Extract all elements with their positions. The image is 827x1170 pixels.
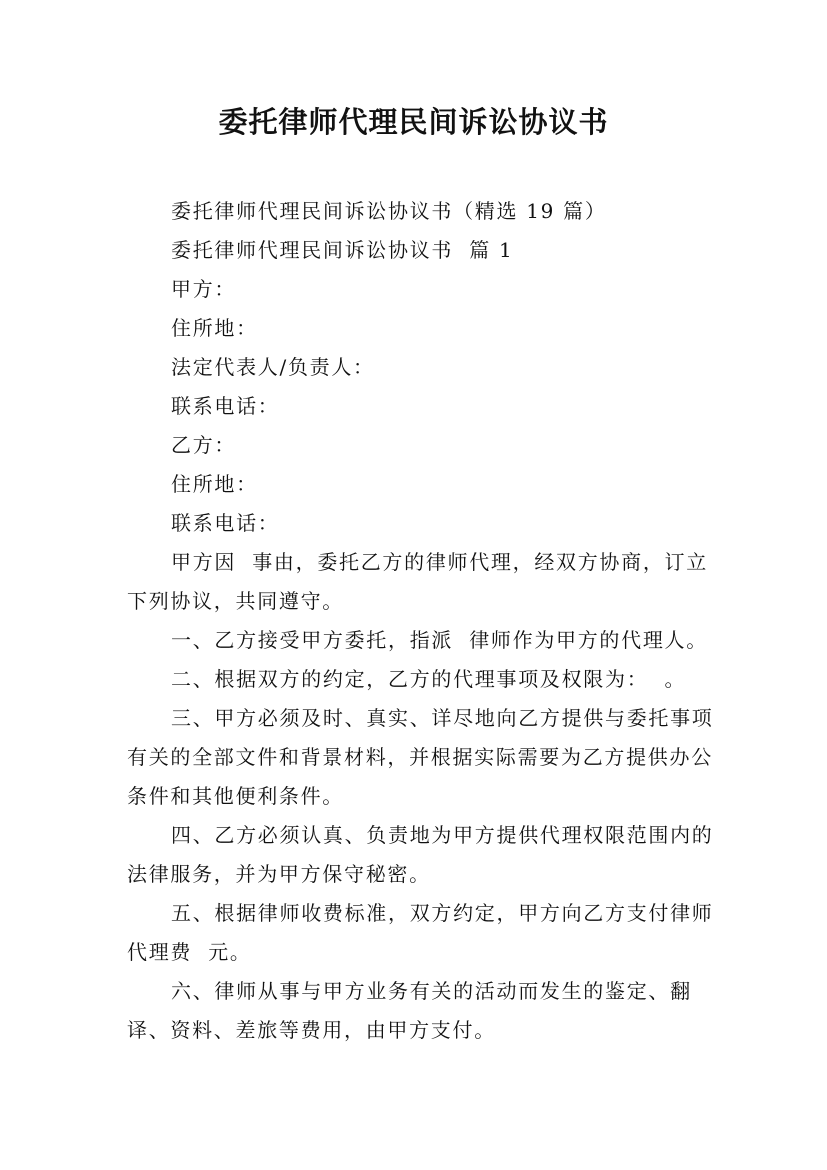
paragraph-party-b-address: 住所地： (171, 472, 258, 496)
paragraph-clause-3: 三、甲方必须及时、真实、详尽地向乙方提供与委托事项有关的全部文件和背景材料，并根据实际需要为乙方提供办公条件和其他便利条件。 (127, 706, 714, 808)
paragraph-party-b: 乙方： (171, 433, 237, 457)
paragraph-clause-6: 六、律师从事与甲方业务有关的活动而发生的鉴定、翻译、资料、差旅等费用，由甲方支付。 (127, 979, 692, 1042)
paragraph-party-a-address: 住所地： (171, 316, 258, 340)
paragraph-subtitle: 委托律师代理民间诉讼协议书（精选 19 篇） (171, 199, 607, 223)
paragraph-party-b-phone: 联系电话： (171, 511, 280, 535)
paragraph-clause-2: 二、根据双方的约定，乙方的代理事项及权限为： 。 (171, 667, 687, 691)
document-title: 委托律师代理民间诉讼协议书 (218, 105, 609, 139)
paragraph-clause-5: 五、根据律师收费标准，双方约定，甲方向乙方支付律师代理费 元。 (127, 901, 714, 964)
paragraph-chapter-heading: 委托律师代理民间诉讼协议书 篇 1 (171, 238, 514, 262)
paragraph-clause-4: 四、乙方必须认真、负责地为甲方提供代理权限范围内的法律服务，并为甲方保守秘密。 (127, 823, 714, 886)
paragraph-preamble: 甲方因 事由，委托乙方的律师代理，经双方协商，订立下列协议，共同遵守。 (127, 550, 708, 613)
paragraph-party-a-phone: 联系电话： (171, 394, 280, 418)
paragraph-party-a: 甲方： (171, 277, 237, 301)
paragraph-legal-representative: 法定代表人/负责人： (171, 355, 375, 379)
document-body (127, 192, 717, 1050)
paragraph-clause-1: 一、乙方接受甲方委托，指派 律师作为甲方的代理人。 (171, 628, 708, 652)
